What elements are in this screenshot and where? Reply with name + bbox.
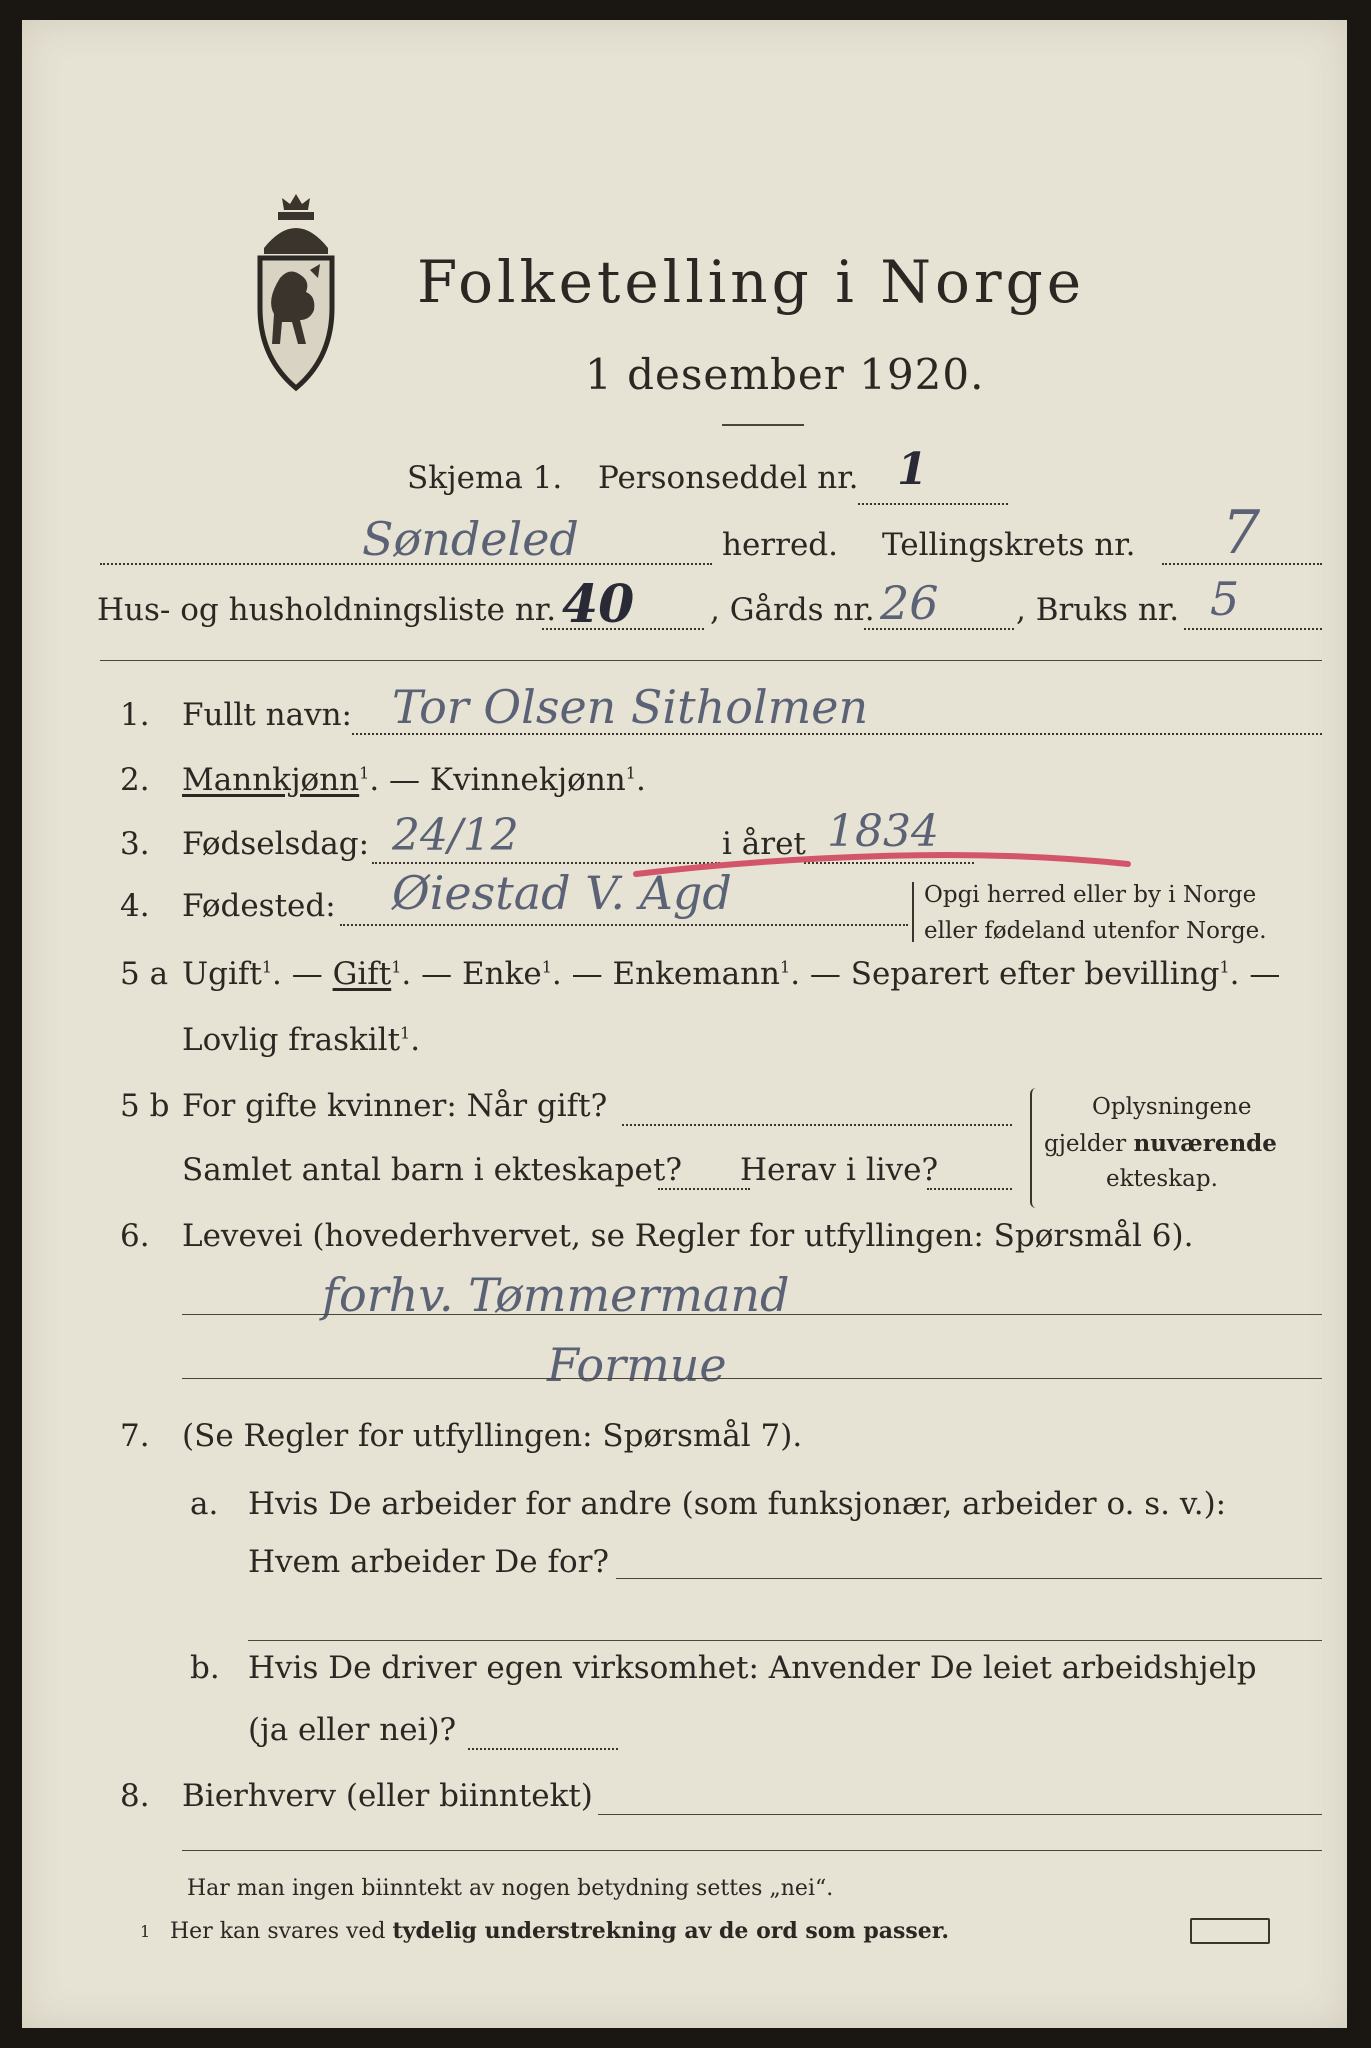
census-date: 1 desember 1920. xyxy=(585,350,985,399)
option-kvinnekjonn: Kvinnekjønn xyxy=(429,762,626,798)
q4-line xyxy=(340,924,908,926)
q6-line1 xyxy=(182,1314,1322,1315)
birth-year-value: 1834 xyxy=(827,806,939,857)
q5b-note-line1: Oplysningene xyxy=(1092,1094,1252,1120)
q1-number: 1. xyxy=(120,697,150,733)
q5a-options: Ugift$^1$. — Gift$^1$. — Enke$^1$. — Enkemann$^1$. — Separert efter bevilling$^1$. — xyxy=(182,956,1281,992)
q7b-text: Hvis De driver egen virksomhet: Anvender De leiet arbeidshjelp xyxy=(248,1650,1257,1686)
q5a-number: 5 a xyxy=(120,956,169,992)
tellingskrets-label: Tellingskrets nr. xyxy=(882,527,1136,563)
q3-label: Fødselsdag: xyxy=(182,826,370,862)
q7a-text: Hvis De arbeider for andre (som funksjonær, arbeider o. s. v.): xyxy=(248,1486,1227,1522)
q7a-line1 xyxy=(616,1578,1322,1579)
q4-note-line2: eller fødeland utenfor Norge. xyxy=(924,918,1267,944)
header-divider xyxy=(100,660,1322,661)
q5b-note-brace xyxy=(1030,1088,1040,1208)
q7a-question: Hvem arbeider De for? xyxy=(248,1544,610,1580)
gards-value: 26 xyxy=(880,576,939,630)
q5a-options-line2: Lovlig fraskilt$^1$. xyxy=(182,1022,421,1058)
option-mannkjonn: Mannkjønn xyxy=(182,762,360,798)
footnote-text: Her kan svares ved tydelig understrekning av de ord som passer. xyxy=(170,1918,950,1944)
q4-label: Fødested: xyxy=(182,888,336,924)
q8-line xyxy=(598,1814,1322,1815)
q3-number: 3. xyxy=(120,826,150,862)
option-separert: Separert efter bevilling xyxy=(850,956,1220,992)
q5b-line1 xyxy=(622,1124,1012,1126)
full-name-value: Tor Olsen Sitholmen xyxy=(392,680,869,734)
footer-divider xyxy=(182,1850,1322,1851)
q7-number: 7. xyxy=(120,1418,150,1454)
census-form xyxy=(22,20,1347,2028)
bruks-line xyxy=(1184,628,1322,630)
q5b-line2 xyxy=(658,1188,750,1190)
hus-value: 40 xyxy=(562,574,635,635)
q5b-label2: Samlet antal barn i ekteskapet? xyxy=(182,1152,682,1188)
tellingskrets-value: 7 xyxy=(1222,498,1261,568)
q5b-note-line2: gjelder nuværende xyxy=(1044,1130,1277,1157)
option-enkemann: Enkemann xyxy=(612,956,781,992)
herred-label: herred. xyxy=(722,527,838,563)
title-divider xyxy=(722,424,804,426)
q7b-line xyxy=(468,1748,618,1750)
bruks-value: 5 xyxy=(1210,572,1240,626)
q5b-label3: Herav i live? xyxy=(740,1152,939,1188)
q6-number: 6. xyxy=(120,1218,150,1254)
q4-note-brace xyxy=(912,882,918,942)
q7a-line2 xyxy=(248,1640,1322,1641)
option-gift: Gift xyxy=(332,956,392,992)
q5b-number: 5 b xyxy=(120,1088,170,1124)
footnote-number: 1 xyxy=(140,1922,151,1941)
norwegian-coat-of-arms-icon xyxy=(250,188,342,406)
birth-date-value: 24/12 xyxy=(392,810,519,861)
q5b-label1: For gifte kvinner: Når gift? xyxy=(182,1088,608,1124)
occupation-value1: forhv. Tømmermand xyxy=(322,1268,790,1322)
q7-label: (Se Regler for utfyllingen: Spørsmål 7). xyxy=(182,1418,803,1454)
printer-stamp xyxy=(1190,1918,1270,1944)
q7a-number: a. xyxy=(190,1486,219,1522)
q6-line2 xyxy=(182,1378,1322,1379)
hus-label: Hus- og husholdningsliste nr. xyxy=(97,592,557,628)
personseddel-label: Personseddel nr. xyxy=(598,460,859,496)
option-enke: Enke xyxy=(461,956,542,992)
q4-note-line1: Opgi herred eller by i Norge xyxy=(924,882,1257,908)
q7b-number: b. xyxy=(190,1650,220,1686)
birthplace-value: Øiestad V. Agd xyxy=(392,866,732,920)
q7b-question: (ja eller nei)? xyxy=(248,1712,457,1748)
q8-number: 8. xyxy=(120,1778,150,1814)
q6-label: Levevei (hovederhvervet, se Regler for utfyllingen: Spørsmål 6). xyxy=(182,1218,1194,1254)
form-title: Folketelling i Norge xyxy=(417,248,1086,316)
q1-label: Fullt navn: xyxy=(182,697,352,733)
q8-label: Bierhverv (eller biinntekt) xyxy=(182,1778,593,1814)
personseddel-line xyxy=(858,503,1008,505)
footer-note: Har man ingen biinntekt av nogen betydning settes „nei“. xyxy=(187,1876,834,1901)
q5b-line3 xyxy=(927,1188,1012,1190)
q4-number: 4. xyxy=(120,888,150,924)
schema-label: Skjema 1. xyxy=(407,460,563,496)
year-label: i året xyxy=(722,826,806,862)
q2-number: 2. xyxy=(120,762,150,798)
option-ugift: Ugift xyxy=(182,956,262,992)
q5b-note-line3: ekteskap. xyxy=(1106,1166,1218,1192)
herred-value: Søndeled xyxy=(362,512,579,566)
occupation-value2: Formue xyxy=(547,1338,727,1392)
q2-options: Mannkjønn$^1$. — Kvinnekjønn$^1$. xyxy=(182,762,646,798)
personseddel-value: 1 xyxy=(897,444,928,495)
option-lovlig-fraskilt: Lovlig fraskilt xyxy=(182,1022,401,1058)
bruks-label: , Bruks nr. xyxy=(1016,592,1180,628)
gards-label: , Gårds nr. xyxy=(710,592,875,628)
